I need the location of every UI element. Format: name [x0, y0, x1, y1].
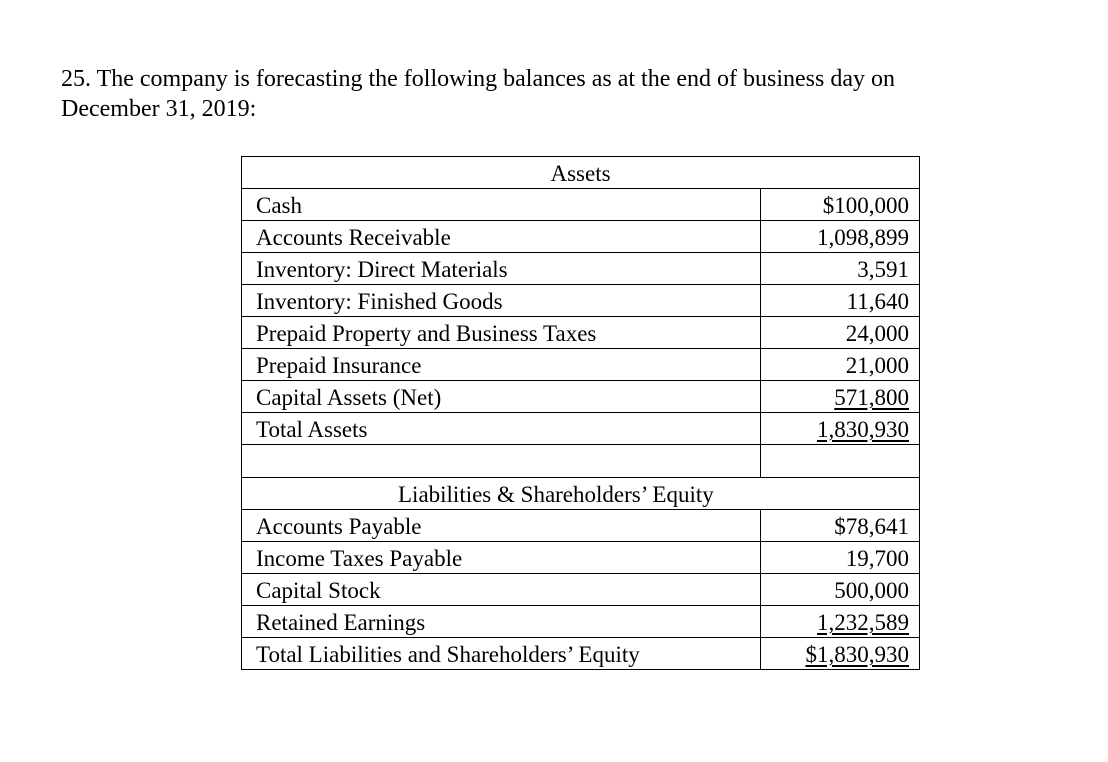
row-amount: $78,641 [761, 510, 920, 542]
row-label: Capital Assets (Net) [242, 381, 761, 413]
row-label: Accounts Receivable [242, 221, 761, 253]
row-label: Prepaid Insurance [242, 349, 761, 381]
table-row [242, 606, 920, 638]
liabilities-header-row [242, 478, 920, 510]
total-liabilities-row [242, 638, 920, 670]
blank-row [242, 445, 920, 478]
row-amount: 11,640 [761, 285, 920, 317]
question-text [61, 64, 1061, 124]
row-label: Capital Stock [242, 574, 761, 606]
underlined-amount: $1,830,930 [805, 642, 909, 667]
table-row [242, 574, 920, 606]
row-amount: 3,591 [761, 253, 920, 285]
row-amount [761, 638, 920, 670]
question-line-2: December 31, 2019: [61, 96, 257, 122]
underlined-amount: 571,800 [834, 385, 909, 410]
balance-sheet-table [241, 156, 920, 670]
row-amount: 21,000 [761, 349, 920, 381]
row-label: Income Taxes Payable [242, 542, 761, 574]
row-amount: 1,098,899 [761, 221, 920, 253]
table-row [242, 189, 920, 221]
table-row [242, 221, 920, 253]
table-row [242, 510, 920, 542]
row-label: Inventory: Finished Goods [242, 285, 761, 317]
table-row [242, 317, 920, 349]
underlined-amount: 1,232,589 [817, 610, 909, 635]
table-row [242, 542, 920, 574]
blank-cell [242, 445, 761, 478]
row-amount: 500,000 [761, 574, 920, 606]
table-row [242, 285, 920, 317]
table-row [242, 381, 920, 413]
row-amount: $100,000 [761, 189, 920, 221]
row-amount [761, 606, 920, 638]
row-label: Total Assets [242, 413, 761, 445]
total-assets-row [242, 413, 920, 445]
row-label: Total Liabilities and Shareholders’ Equity [242, 638, 761, 670]
underlined-amount: 1,830,930 [817, 417, 909, 442]
row-amount: 24,000 [761, 317, 920, 349]
row-amount [761, 413, 920, 445]
row-amount [761, 381, 920, 413]
row-amount: 19,700 [761, 542, 920, 574]
row-label: Cash [242, 189, 761, 221]
row-label: Inventory: Direct Materials [242, 253, 761, 285]
table-row [242, 253, 920, 285]
liabilities-header: Liabilities & Shareholders’ Equity [242, 478, 920, 510]
row-label: Accounts Payable [242, 510, 761, 542]
blank-cell [761, 445, 920, 478]
assets-header: Assets [242, 157, 920, 189]
question-line-1: 25. The company is forecasting the following balances as at the end of business day on [61, 66, 896, 92]
row-label: Retained Earnings [242, 606, 761, 638]
assets-header-row [242, 157, 920, 189]
row-label: Prepaid Property and Business Taxes [242, 317, 761, 349]
table-row [242, 349, 920, 381]
